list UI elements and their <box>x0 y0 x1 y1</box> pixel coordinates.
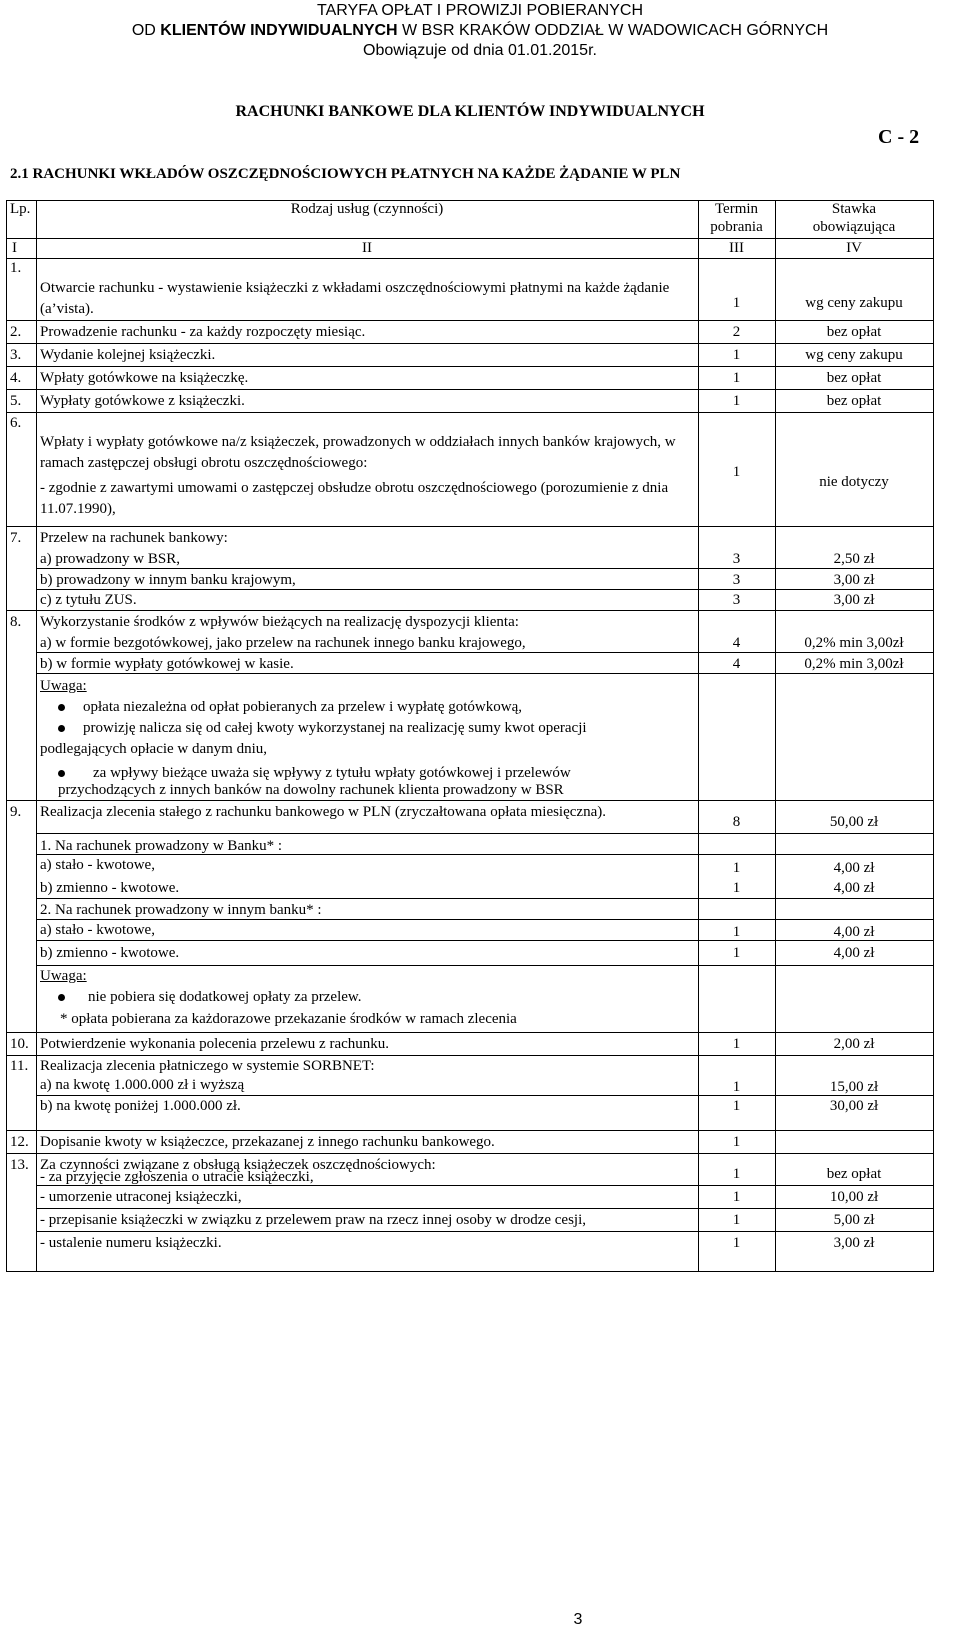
row-12-lp: 12. <box>10 1134 29 1150</box>
row-8-bullet-1-icon <box>58 704 65 711</box>
row-8-bullet-2-a: prowizję nalicza się od całej kwoty wykorzystanej na realizację sumy kwot operacji <box>83 720 587 736</box>
row-13c-text: - przepisanie książeczki w związku z przelewem praw na rzecz innej osoby w drodze cesji, <box>40 1212 586 1228</box>
roman-2: II <box>362 240 372 256</box>
roman-4: IV <box>846 240 862 256</box>
row-9-bullet-1-icon <box>58 994 65 1001</box>
col-rate-header-2: obowiązująca <box>812 219 896 235</box>
row-9-sub1a-rate: 4,00 zł <box>833 860 875 876</box>
row-13-text: Za czynności związane z obsługą książeczek oszczędnościowych: <box>40 1157 436 1173</box>
col-rate-header-1: Stawka <box>831 201 877 217</box>
row-9-sub2a-rate: 4,00 zł <box>833 924 875 940</box>
row-6-rate: nie dotyczy <box>819 474 889 490</box>
row-8-bullet-3-icon <box>58 770 65 777</box>
row-13c-term: 1 <box>732 1212 741 1228</box>
row-3-term: 1 <box>732 347 741 363</box>
row-8a-rate: 0,2% min 3,00zł <box>804 635 904 651</box>
row-7a-text: a) prowadzony w BSR, <box>40 551 180 567</box>
row-9-sub2b-text: b) zmienno - kwotowe. <box>40 945 180 961</box>
row-13b-term: 1 <box>732 1189 741 1205</box>
row-11a-term: 1 <box>732 1079 741 1095</box>
row-13b-rate: 10,00 zł <box>829 1189 879 1205</box>
row-8-note-label: Uwaga: <box>40 678 87 694</box>
row-8b-text: b) w formie wypłaty gotówkowej w kasie. <box>40 656 294 672</box>
header-line-2-bold: KLIENTÓW INDYWIDUALNYCH <box>160 22 398 39</box>
col-term-header-1: Termin <box>714 201 759 217</box>
header-line-1: TARYFA OPŁAT I PROWIZJI POBIERANYCH <box>317 2 643 19</box>
row-8-bullet-2-b: podlegających opłacie w danym dniu, <box>40 741 268 757</box>
row-9-sub2b-term: 1 <box>732 945 741 961</box>
row-11-lp: 11. <box>10 1058 29 1074</box>
row-3-lp: 3. <box>10 347 22 363</box>
row-8a-term: 4 <box>732 635 741 651</box>
row-7b-text: b) prowadzony w innym banku krajowym, <box>40 572 296 588</box>
row-9-rate: 50,00 zł <box>829 814 879 830</box>
row-8-bullet-1: opłata niezależna od opłat pobieranych za przelew i wypłatę gotówkową, <box>83 699 522 715</box>
row-11a-rate: 15,00 zł <box>829 1079 879 1095</box>
row-1-term: 1 <box>732 295 741 311</box>
row-10-rate: 2,00 zł <box>833 1036 875 1052</box>
row-3-rate: wg ceny zakupu <box>805 347 903 363</box>
row-5-rate: bez opłat <box>826 393 882 409</box>
row-3-text: Wydanie kolejnej książeczki. <box>40 347 216 363</box>
row-7a-rate: 2,50 zł <box>833 551 875 567</box>
row-7a-term: 3 <box>732 551 741 567</box>
row-7b-rate: 3,00 zł <box>833 572 875 588</box>
row-9-text: Realizacja zlecenia stałego z rachunku bankowego w PLN (zryczałtowana opłata miesięczna). <box>40 804 606 820</box>
page-number: 3 <box>573 1611 583 1628</box>
row-9-term: 8 <box>732 814 741 830</box>
row-7-lp: 7. <box>10 530 22 546</box>
row-1-lp: 1. <box>10 260 22 276</box>
row-4-term: 1 <box>732 370 741 386</box>
row-5-lp: 5. <box>10 393 22 409</box>
col-lp-header: Lp. <box>10 201 31 217</box>
row-9-sub2a-term: 1 <box>732 924 741 940</box>
row-13-lp: 13. <box>10 1157 29 1173</box>
row-13a-term: 1 <box>732 1166 741 1182</box>
row-13d-term: 1 <box>732 1235 741 1251</box>
row-11b-term: 1 <box>732 1098 741 1114</box>
row-13d-rate: 3,00 zł <box>833 1235 875 1251</box>
col-service-header: Rodzaj usług (czynności) <box>290 201 444 217</box>
col-term-header-2: pobrania <box>710 219 763 235</box>
row-9-sub1b-term: 1 <box>732 880 741 896</box>
header-line-2-suffix: W BSR KRAKÓW ODDZIAŁ W WADOWICACH GÓRNYCH <box>397 22 829 39</box>
row-5-term: 1 <box>732 393 741 409</box>
row-11-text: Realizacja zlecenia płatniczego w systemie SORBNET: <box>40 1058 375 1074</box>
row-9-sub1: 1. Na rachunek prowadzony w Banku* : <box>40 838 283 854</box>
row-8-bullet-3-a: za wpływy bieżące uważa się wpływy z tytułu wpłaty gotówkowej i przelewów <box>93 765 571 781</box>
header-line-2-prefix: OD <box>131 22 161 39</box>
row-9-sub1a-term: 1 <box>732 860 741 876</box>
row-9-sub1b-text: b) zmienno - kwotowe. <box>40 880 180 896</box>
row-13c-rate: 5,00 zł <box>833 1212 875 1228</box>
roman-3: III <box>729 240 744 256</box>
row-8b-rate: 0,2% min 3,00zł <box>804 656 904 672</box>
row-13a-text: - za przyjęcie zgłoszenia o utracie książeczki, <box>40 1169 314 1185</box>
row-9-sub1a-text: a) stało - kwotowe, <box>40 857 155 873</box>
header-line-3: Obowiązuje od dnia 01.01.2015r. <box>363 42 597 59</box>
row-9-note-label: Uwaga: <box>40 968 87 984</box>
row-12-term: 1 <box>732 1134 741 1150</box>
row-8-text: Wykorzystanie środków z wpływów bieżących na realizację dyspozycji klienta: <box>40 614 519 630</box>
roman-1: I <box>12 240 17 256</box>
row-10-lp: 10. <box>10 1036 29 1052</box>
row-11b-rate: 30,00 zł <box>829 1098 879 1114</box>
page-code: C - 2 <box>878 126 920 148</box>
row-1-rate: wg ceny zakupu <box>805 295 903 311</box>
row-4-lp: 4. <box>10 370 22 386</box>
row-13d-text: - ustalenie numeru książeczki. <box>40 1235 222 1251</box>
row-7-text: Przelew na rachunek bankowy: <box>40 530 228 546</box>
row-11a-text: a) na kwotę 1.000.000 zł i wyższą <box>40 1077 245 1093</box>
section-title: RACHUNKI BANKOWE DLA KLIENTÓW INDYWIDUALNYCH <box>235 103 705 120</box>
row-4-text: Wpłaty gotówkowe na książeczkę. <box>40 370 249 386</box>
row-7b-term: 3 <box>732 572 741 588</box>
row-9-sub2b-rate: 4,00 zł <box>833 945 875 961</box>
row-8a-text: a) w formie bezgotówkowej, jako przelew na rachunek innego banku krajowego, <box>40 635 526 651</box>
row-8-bullet-2-icon <box>58 725 65 732</box>
row-6-text: Wpłaty i wypłaty gotówkowe na/z książeczek, prowadzonych w oddziałach innych banków krajowych, w ramach zastępczej obsługi obrotu oszczędnościowego: <box>40 434 676 471</box>
row-9-star-note: * opłata pobierana za każdorazowe przekazanie środków w ramach zlecenia <box>60 1011 517 1027</box>
row-13b-text: - umorzenie utraconej książeczki, <box>40 1189 242 1205</box>
row-9-bullet-1: nie pobiera się dodatkowej opłaty za przelew. <box>88 989 362 1005</box>
row-7c-rate: 3,00 zł <box>833 592 875 608</box>
row-8b-term: 4 <box>732 656 741 672</box>
header-line-2 <box>0 22 960 39</box>
row-7c-text: c) z tytułu ZUS. <box>40 592 137 608</box>
row-10-term: 1 <box>732 1036 741 1052</box>
row-11b-text: b) na kwotę poniżej 1.000.000 zł. <box>40 1098 241 1114</box>
row-4-rate: bez opłat <box>826 370 882 386</box>
row-2-rate: bez opłat <box>826 324 882 340</box>
row-2-lp: 2. <box>10 324 22 340</box>
row-13a-rate: bez opłat <box>826 1166 882 1182</box>
row-6-text-2: - zgodnie z zawartymi umowami o zastępczej obsłudze obrotu oszczędnościowego (porozumienie z dnia 11.07.1990), <box>40 480 669 517</box>
row-9-sub1b-rate: 4,00 zł <box>833 880 875 896</box>
row-2-text: Prowadzenie rachunku - za każdy rozpoczęty miesiąc. <box>40 324 366 340</box>
row-9-sub2: 2. Na rachunek prowadzony w innym banku* : <box>40 902 322 918</box>
row-5-text: Wypłaty gotówkowe z książeczki. <box>40 393 245 409</box>
row-9-sub2a-text: a) stało - kwotowe, <box>40 922 155 938</box>
row-2-term: 2 <box>732 324 741 340</box>
row-6-lp: 6. <box>10 415 22 431</box>
row-7c-term: 3 <box>732 592 741 608</box>
row-8-bullet-3-b: przychodzących z innych banków na dowolny rachunek klienta prowadzony w BSR <box>58 782 564 798</box>
row-8-lp: 8. <box>10 614 22 630</box>
row-12-text: Dopisanie kwoty w książeczce, przekazanej z innego rachunku bankowego. <box>40 1134 495 1150</box>
subsection-title: 2.1 RACHUNKI WKŁADÓW OSZCZĘDNOŚCIOWYCH PŁATNYCH NA KAŻDE ŻĄDANIE W PLN <box>10 166 681 182</box>
row-9-lp: 9. <box>10 804 22 820</box>
row-10-text: Potwierdzenie wykonania polecenia przelewu z rachunku. <box>40 1036 390 1052</box>
row-6-term: 1 <box>732 464 741 480</box>
row-1-text: Otwarcie rachunku - wystawienie książeczki z wkładami oszczędnościowymi płatnymi na każde żądanie (a’vista). <box>40 280 670 317</box>
